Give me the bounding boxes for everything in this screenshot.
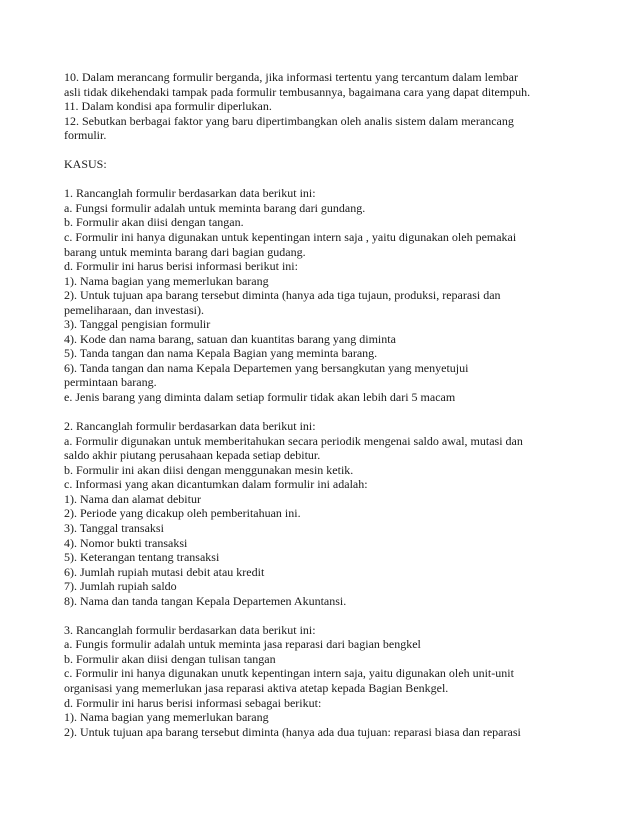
text-line: b. Formulir akan diisi dengan tangan.	[64, 215, 244, 230]
text-line: 10. Dalam merancang formulir berganda, jika informasi tertentu yang tercantum dalam lembar	[64, 70, 518, 84]
case-3-block	[64, 623, 564, 739]
kasus-heading: KASUS:	[64, 157, 107, 172]
text-line: a. Fungis formulir adalah untuk meminta jasa reparasi dari bagian bengkel	[64, 637, 421, 652]
text-line: 1). Nama dan alamat debitur	[64, 491, 201, 506]
text-line: 2. Rancanglah formulir berdasarkan data berikut ini:	[64, 419, 316, 434]
text-line: c. Formulir ini hanya digunakan untuk kepentingan intern saja , yaitu digunakan oleh pemakai	[64, 230, 517, 245]
text-line: 3. Rancanglah formulir berdasarkan data berikut ini:	[64, 622, 316, 637]
text-line: permintaan barang.	[64, 375, 157, 390]
text-line: 2). Untuk tujuan apa barang tersebut diminta (hanya ada dua tujuan: reparasi biasa dan reparasi	[64, 724, 521, 739]
text-line: a. Fungsi formulir adalah untuk meminta barang dari gundang.	[64, 200, 366, 215]
text-line: 2). Periode yang dicakup oleh pemberitahuan ini.	[64, 506, 301, 521]
text-line: 3). Tanggal transaksi	[64, 520, 164, 535]
text-line: 1). Nama bagian yang memerlukan barang	[64, 273, 269, 288]
text-line: saldo akhir piutang perusahaan kepada setiap debitur.	[64, 448, 321, 463]
questions-block	[64, 70, 564, 143]
paragraph-spacer	[64, 405, 564, 420]
text-line: 11. Dalam kondisi apa formulir diperlukan.	[64, 99, 272, 114]
text-line: 3). Tanggal pengisian formulir	[64, 317, 211, 332]
text-line: 6). Jumlah rupiah mutasi debit atau kredit	[64, 564, 265, 579]
text-line: 4). Kode dan nama barang, satuan dan kuantitas barang yang diminta	[64, 331, 396, 346]
text-line: c. Formulir ini hanya digunakan unutk kepentingan intern saja, yaitu digunakan oleh unit-unit	[64, 666, 514, 681]
document-page	[64, 70, 564, 739]
text-line: 8). Nama dan tanda tangan Kepala Departemen Akuntansi.	[64, 593, 347, 608]
text-line: asli tidak dikehendaki tampak pada formulir tembusannya, bagaimana cara yang dapat ditempuh.	[64, 84, 531, 99]
text-line: barang untuk meminta barang dari bagian gudang.	[64, 244, 306, 259]
text-line: d. Formulir ini harus berisi informasi sebagai berikut:	[64, 695, 322, 710]
text-line: a. Formulir digunakan untuk memberitahukan secara periodik mengenai saldo awal, mutasi dan	[64, 433, 523, 448]
text-line: pemeliharaan, dan investasi).	[64, 302, 204, 317]
text-line: e. Jenis barang yang diminta dalam setiap formulir tidak akan lebih dari 5 macam	[64, 390, 456, 405]
text-line: organisasi yang memerlukan jasa reparasi aktiva atetap kepada Bagian Benkgel.	[64, 680, 449, 695]
text-line: 7). Jumlah rupiah saldo	[64, 579, 177, 594]
text-line: 6). Tanda tangan dan nama Kepala Departemen yang bersangkutan yang menyetujui	[64, 360, 469, 375]
text-line: c. Informasi yang akan dicantumkan dalam formulir ini adalah:	[64, 477, 368, 492]
case-1-block	[64, 186, 564, 404]
paragraph-spacer	[64, 608, 564, 623]
case-2-block	[64, 419, 564, 608]
text-line: d. Formulir ini harus berisi informasi berikut ini:	[64, 259, 298, 274]
text-line: 4). Nomor bukti transaksi	[64, 535, 188, 550]
text-line: 5). Tanda tangan dan nama Kepala Bagian yang meminta barang.	[64, 346, 378, 361]
text-line: formulir.	[64, 128, 107, 143]
text-line: b. Formulir akan diisi dengan tulisan tangan	[64, 651, 276, 666]
text-line: 12. Sebutkan berbagai faktor yang baru dipertimbangkan oleh analis sistem dalam merancang	[64, 113, 514, 128]
text-line: 1). Nama bagian yang memerlukan barang	[64, 710, 269, 725]
paragraph-spacer	[64, 172, 564, 187]
paragraph-spacer	[64, 143, 564, 158]
text-line: 2). Untuk tujuan apa barang tersebut diminta (hanya ada tiga tujaun, produksi, reparasi dan	[64, 288, 501, 303]
text-line: b. Formulir ini akan diisi dengan menggunakan mesin ketik.	[64, 462, 354, 477]
text-line: 5). Keterangan tentang transaksi	[64, 550, 220, 565]
text-line: 1. Rancanglah formulir berdasarkan data berikut ini:	[64, 186, 316, 201]
